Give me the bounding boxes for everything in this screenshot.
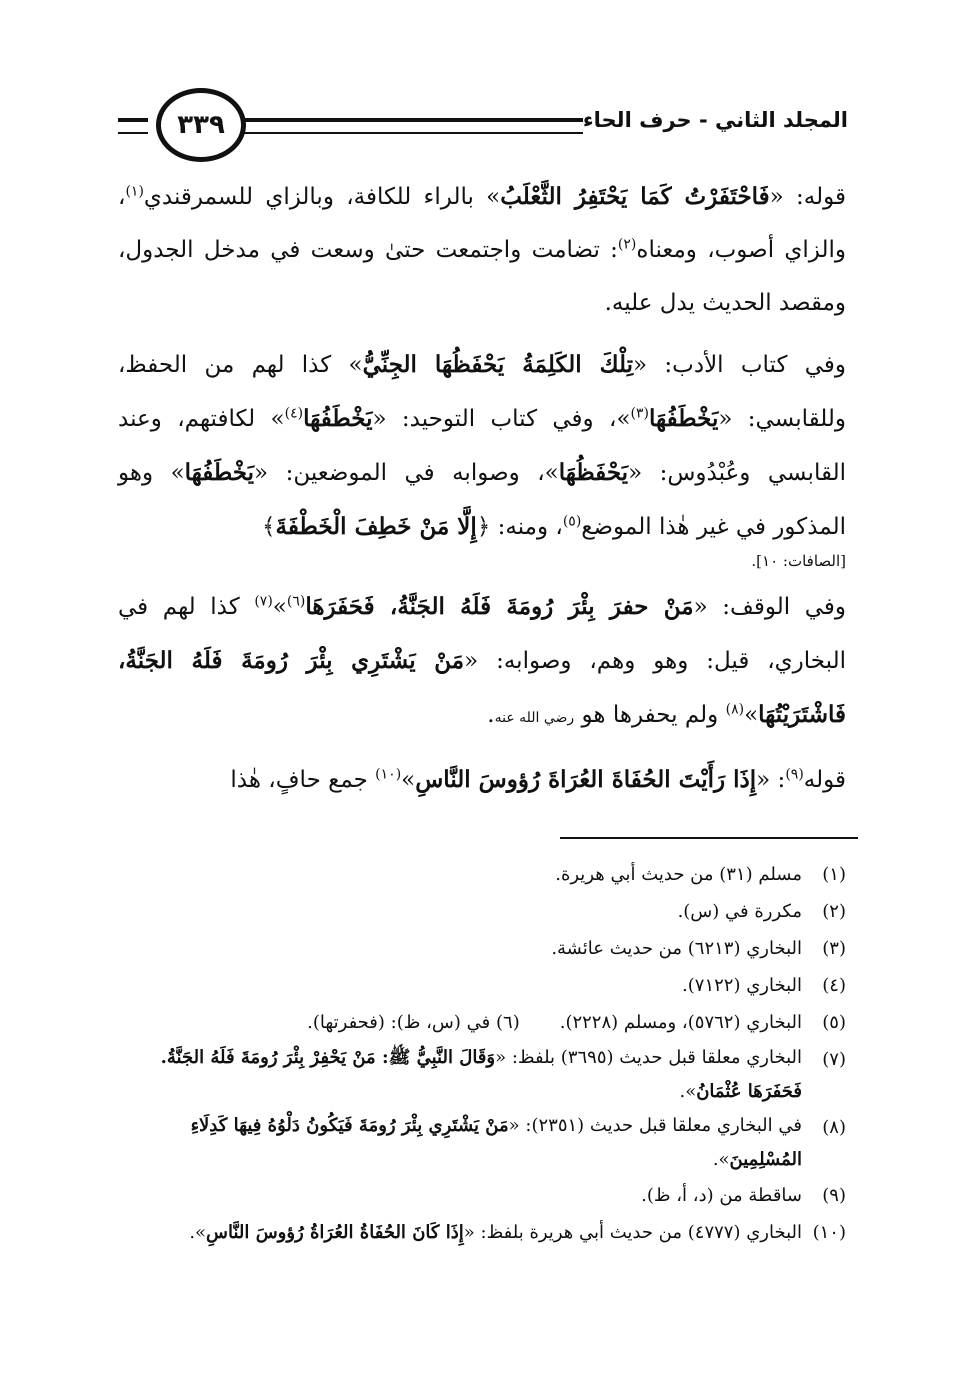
quoted-hadith: مَنْ يَشْتَرِي بِئْرَ رُومَةَ فَلَهُ الجَنَّةُ، فَاشْتَرَيْتُهَا — [118, 647, 846, 728]
footnote-ref: (٧) — [254, 593, 273, 610]
footnote-ref: (٦) — [286, 593, 306, 610]
paragraph-1 — [118, 170, 846, 330]
quoted-hadith: فَاحْتَفَرْتُ كَمَا يَحْتَفِرُ الثَّعْلَبُ — [500, 183, 770, 210]
text-run: ﴾ — [262, 514, 276, 540]
header-rule-left — [118, 118, 148, 134]
footnote-separator — [560, 837, 858, 839]
page-number-badge — [156, 88, 246, 162]
paragraph-4 — [118, 753, 846, 807]
footnotes — [118, 856, 846, 1251]
footnote-4 — [118, 967, 846, 1004]
footnote-text — [118, 1004, 802, 1041]
footnote-ref: (٤) — [284, 405, 304, 422]
footnote-5-6 — [118, 1004, 846, 1041]
quoted-word: يَخْطَفُهَا — [303, 405, 373, 432]
quoted-hadith: وَقَالَ النَّبِيُّ ﷺ: مَنْ يَحْفِرْ بِئْرَ رُومَةَ فَلَهُ الجَنَّةُ. فَحَفَرَهَا عُثْمَانُ — [160, 1047, 802, 1102]
footnote-text-6: في (س، ظ): (فحفرتها). — [307, 1012, 491, 1033]
footnote-ref: (٣) — [630, 405, 649, 422]
quoted-word: يَخْطَفُهَا — [184, 459, 255, 486]
footnote-number: (١) — [822, 864, 846, 885]
text-run: ». — [189, 1222, 207, 1243]
text-run: جمع حافٍ، هٰذا — [230, 767, 376, 793]
running-header-title: المجلد الثاني - حرف الحاء — [582, 108, 848, 132]
paragraph-2 — [118, 338, 846, 554]
footnote-text — [118, 1041, 802, 1109]
footnote-number: (٧) — [822, 1049, 846, 1070]
text-run: » — [744, 702, 759, 728]
text-run: » — [401, 767, 416, 793]
footnote-text: مسلم (٣١) من حديث أبي هريرة. — [555, 864, 802, 885]
paragraph-3 — [118, 580, 846, 745]
quoted-hadith: إِذَا رَأَيْتَ الحُفَاةَ العُرَاةَ رُؤوسَ النَّاسِ — [415, 766, 757, 793]
verse-reference: [الصافات: ١٠]. — [751, 552, 846, 570]
text-run: ولم يحفرها هو — [574, 702, 726, 728]
footnote-number: (٤) — [822, 975, 846, 996]
quoted-hadith: مَنْ حفرَ بِئْرَ رُومَةَ فَلَهُ الجَنَّةُ، فَحَفَرَهَا — [305, 593, 694, 620]
text-run: وفي الوقف: « — [693, 594, 846, 620]
footnote-ref: (١٠) — [375, 766, 402, 783]
footnote-6-inline — [307, 1004, 520, 1041]
footnote-10 — [118, 1214, 846, 1251]
text-run: » بالراء للكافة، وبالزاي للسمرقندي — [143, 184, 501, 210]
text-run: ». — [679, 1081, 697, 1102]
footnote-number: (٦) — [495, 1012, 520, 1033]
page-number: ٣٣٩ — [177, 110, 225, 140]
text-run: البخاري معلقا قبل حديث (٣٦٩٥) بلفظ: « — [495, 1047, 802, 1068]
quran-verse: إِلَّا مَنْ خَطِفَ الْخَطْفَةَ — [275, 513, 477, 540]
footnote-number: (٩) — [822, 1185, 846, 1206]
footnote-3 — [118, 930, 846, 967]
footnote-7 — [118, 1041, 846, 1109]
footnote-number: (٨) — [822, 1117, 846, 1138]
footnote-number: (٢) — [822, 901, 846, 922]
quoted-word: يَخْطَفُهَا — [649, 405, 719, 432]
text-run: »، وفي كتاب التوحيد: « — [372, 406, 631, 432]
quoted-hadith: إِذَا كَانَ الحُفَاةُ العُرَاةُ رُؤوسَ النَّاسِ — [206, 1222, 464, 1243]
quoted-hadith: مَنْ يَشْتَرِي بِئْرَ رُومَةَ فَيَكُونُ دَلْوُهُ فِيهَا كَدِلَاءِ المُسْلِمِينَ — [190, 1115, 802, 1170]
text-run: كذا لهم في البخاري، قيل: وهو وهم، وصوابه: « — [118, 594, 846, 674]
footnote-2 — [118, 893, 846, 930]
main-text — [118, 170, 846, 807]
text-run: قوله: « — [769, 184, 846, 210]
footnote-ref: (١) — [125, 183, 144, 200]
footnote-number: (٥) — [822, 1012, 846, 1033]
text-run: في البخاري معلقا قبل حديث (٢٣٥١): « — [508, 1115, 802, 1136]
footnote-8 — [118, 1109, 846, 1177]
text-run: . — [487, 702, 495, 728]
text-run: البخاري (٤٧٧٧) من حديث أبي هريرة بلفظ: « — [463, 1222, 802, 1243]
honorific-glyph: رضي الله عنه — [494, 710, 575, 726]
quoted-hadith: تِلْكَ الكَلِمَةُ يَحْفَظُهَا الجِنِّيُّ — [362, 351, 634, 378]
text-run: » وهو المذكور في غير هٰذا الموضع — [118, 460, 846, 540]
footnote-1 — [118, 856, 846, 893]
text-run: : تضامت واجتمعت حتىٰ وسعت في مدخل الجدول، ومقصد الحديث يدل عليه. — [118, 237, 846, 316]
footnote-ref: (٥) — [562, 513, 582, 530]
footnote-ref: (٨) — [725, 701, 745, 718]
text-run: » — [272, 594, 287, 620]
footnote-text: البخاري (٦٢١٣) من حديث عائشة. — [551, 938, 802, 959]
text-run: وفي كتاب الأدب: « — [633, 352, 847, 378]
header-rule — [228, 118, 583, 134]
text-run: : « — [756, 767, 786, 793]
footnote-number: (١٠) — [812, 1222, 846, 1243]
footnote-ref: (٩) — [785, 766, 804, 783]
footnote-text-5: البخاري (٥٧٦٢)، ومسلم (٢٢٢٨). — [559, 1012, 802, 1033]
footnote-text — [118, 1109, 802, 1177]
text-run: » كذا لهم من الحفظ، وللقابسي: « — [118, 352, 847, 432]
text-run: » لكافتهم، وعند القابسي وعُبْدُوس: « — [118, 406, 846, 486]
page-header — [118, 88, 848, 164]
footnote-text: مكررة في (س). — [677, 901, 802, 922]
text-run: ، والزاي أصوب، ومعناه — [118, 184, 846, 263]
footnote-text: ساقطة من (د، أ، ظ). — [641, 1185, 802, 1206]
footnote-number: (٣) — [822, 938, 846, 959]
quoted-word: يَحْفَظُهَا — [558, 459, 629, 486]
text-run: ». — [712, 1149, 730, 1170]
text-run: »، وصوابه في الموضعين: « — [254, 460, 559, 486]
text-run: قوله — [803, 767, 846, 793]
footnote-ref: (٢) — [617, 236, 637, 253]
footnote-text — [118, 1214, 802, 1251]
footnote-9 — [118, 1177, 846, 1214]
footnote-text: البخاري (٧١٢٢). — [682, 975, 802, 996]
text-run: ، ومنه: ﴿ — [476, 514, 563, 540]
